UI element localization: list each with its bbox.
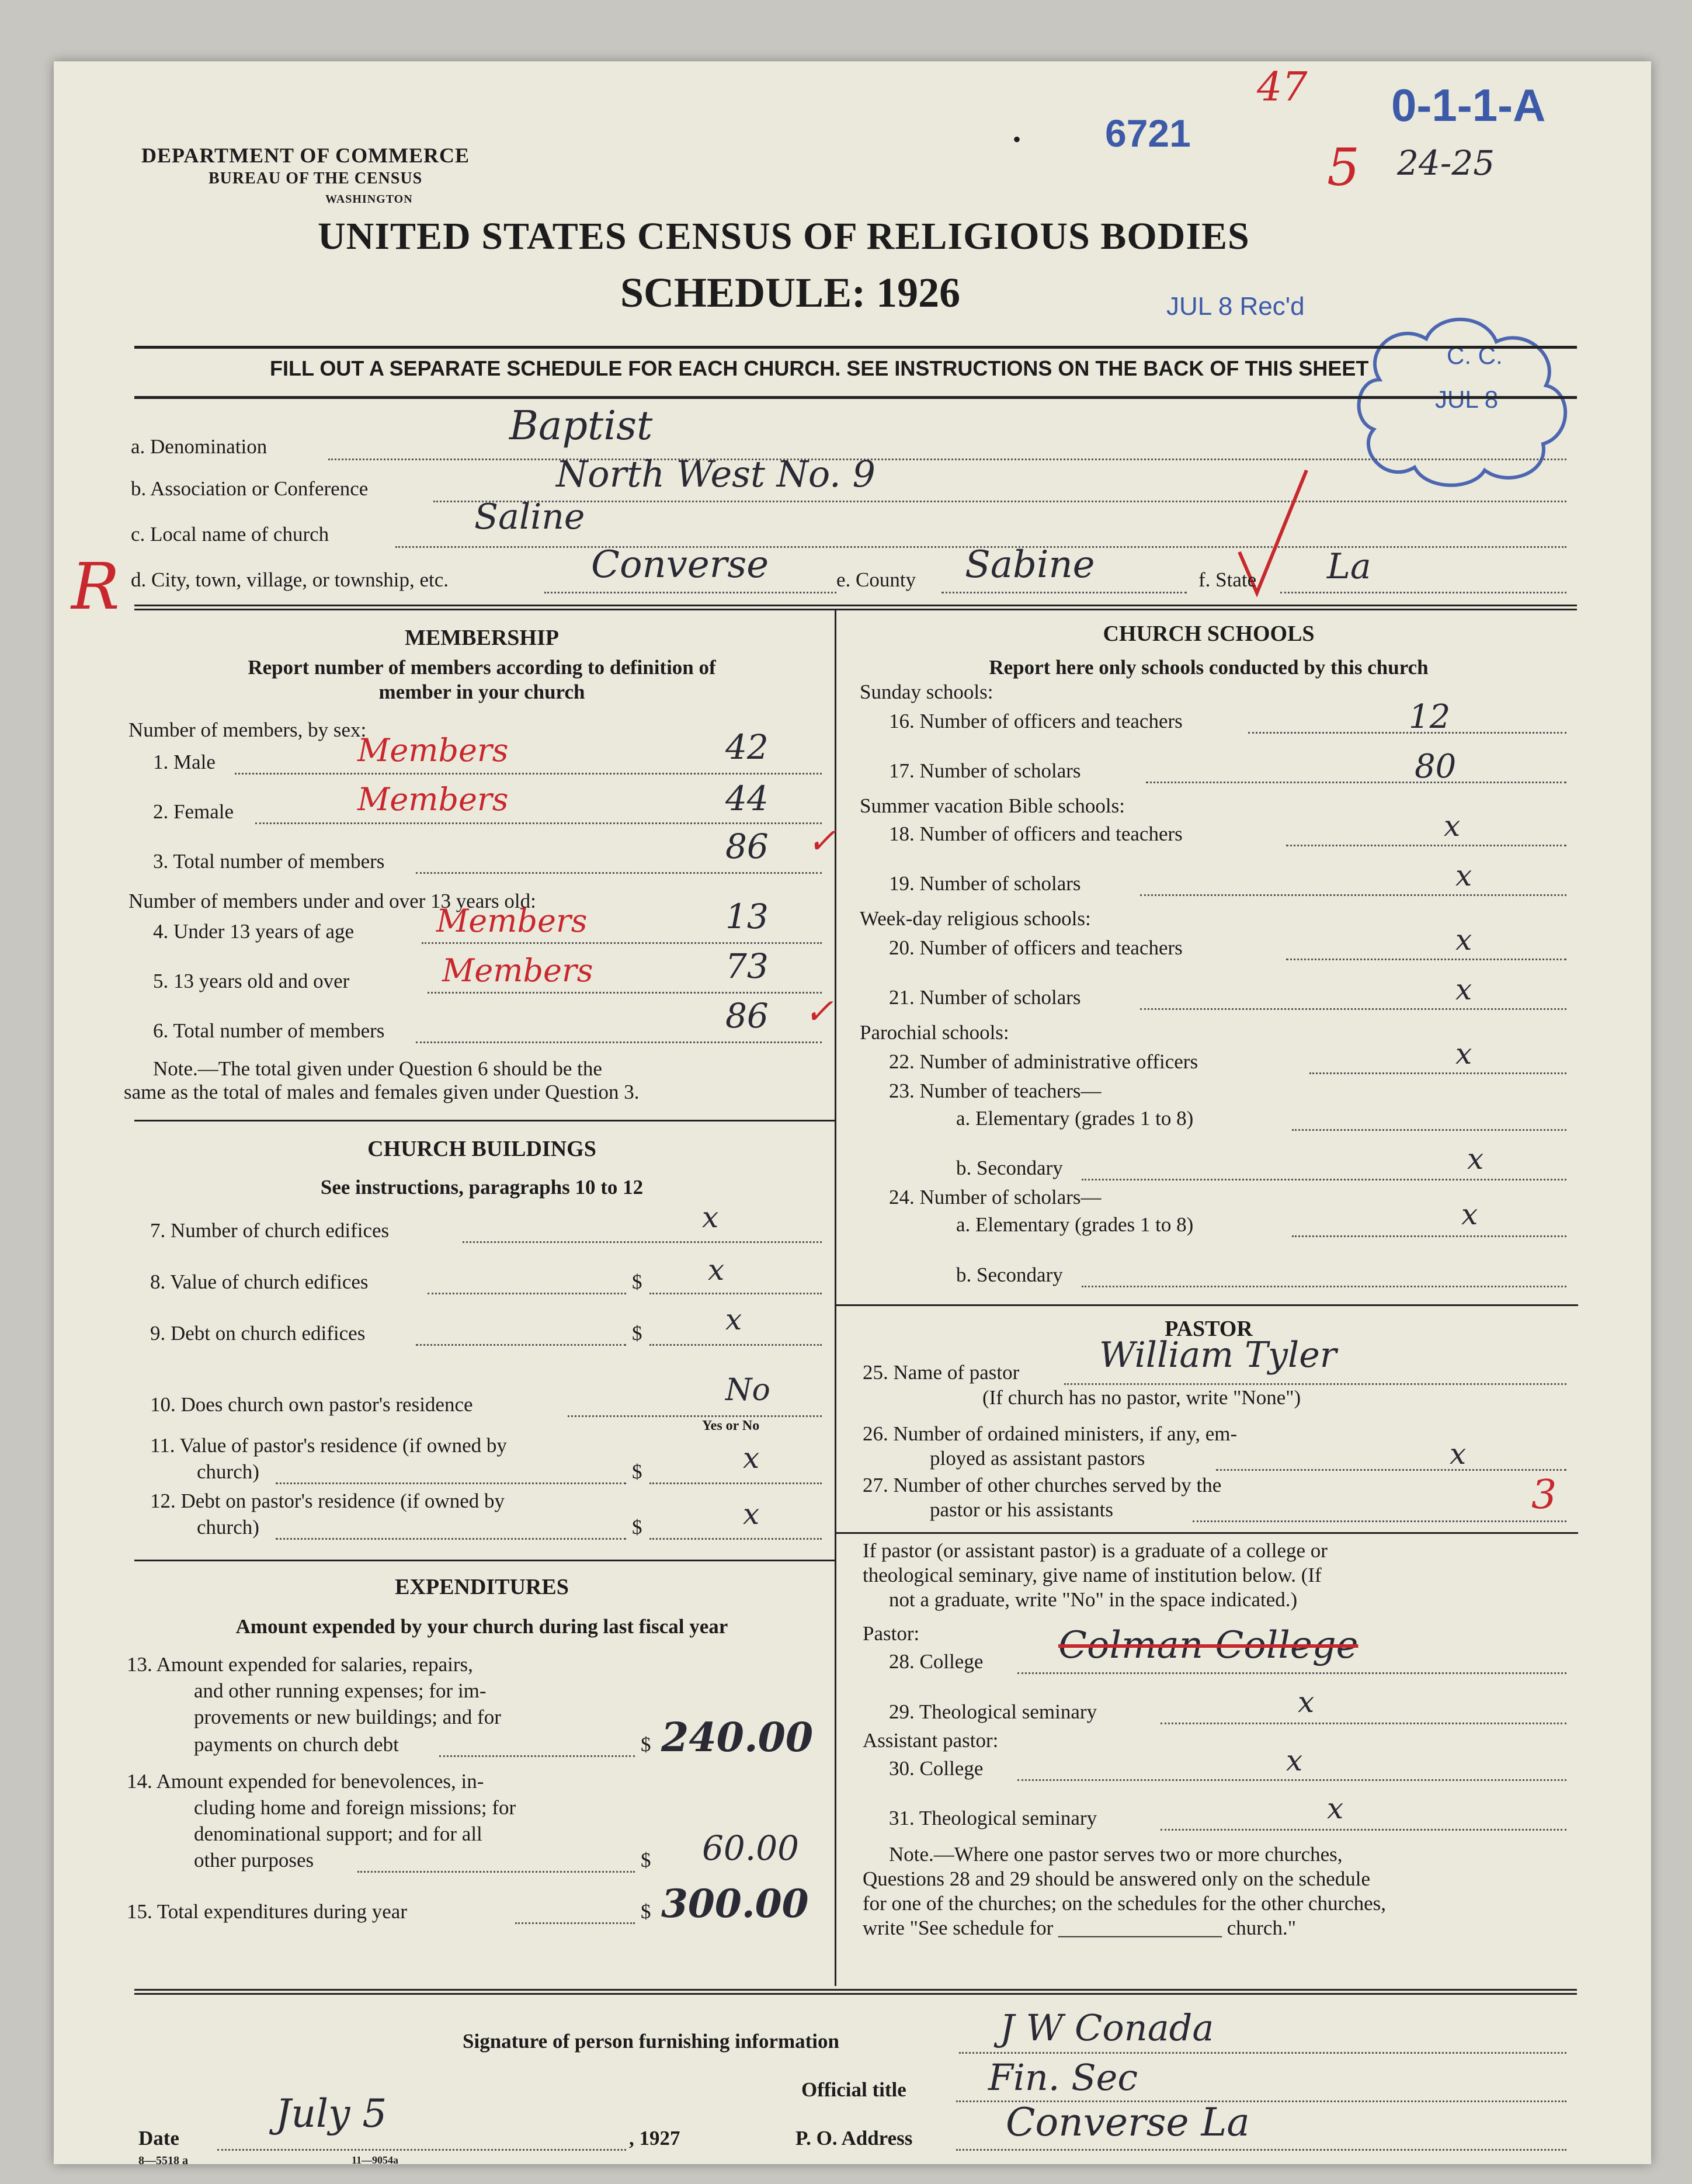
q26-label-2: ployed as assistant pastors xyxy=(930,1447,1145,1470)
membership-intro-1: Report number of members according to definition of xyxy=(248,656,716,679)
state-label: f. State xyxy=(1198,568,1257,591)
q4-value: 13 xyxy=(725,897,769,936)
county-label: e. County xyxy=(836,568,916,591)
membership-intro-2: member in your church xyxy=(378,680,585,703)
form-title: UNITED STATES CENSUS OF RELIGIOUS BODIES xyxy=(318,215,1250,258)
members-by-age-heading: Number of members under and over 13 years old: xyxy=(128,890,536,912)
q1-label: 1. Male xyxy=(153,751,216,773)
q12-label-2: church) xyxy=(197,1516,259,1539)
q15-dollar: $ xyxy=(641,1900,651,1923)
official-title-value: Fin. Sec xyxy=(988,2056,1138,2099)
pastor-title: PASTOR xyxy=(1165,1317,1253,1341)
graduate-note-3: not a graduate, write "No" in the space indicated.) xyxy=(889,1588,1298,1611)
q3-label: 3. Total number of members xyxy=(153,850,385,873)
q17-label: 17. Number of scholars xyxy=(889,759,1081,782)
expenditures-title: EXPENDITURES xyxy=(395,1575,569,1599)
denomination-label: a. Denomination xyxy=(131,435,267,458)
q26-value: x xyxy=(1450,1437,1467,1471)
q31-label: 31. Theological seminary xyxy=(889,1807,1097,1829)
q14-label-3: denominational support; and for all xyxy=(194,1822,482,1845)
q22-value: x xyxy=(1455,1037,1472,1071)
stamp-code: 0-1-1-A xyxy=(1391,79,1546,131)
membership-note-2: same as the total of males and females given under Question 3. xyxy=(124,1081,640,1103)
q10-label: 10. Does church own pastor's residence xyxy=(150,1393,473,1416)
q25-value: William Tyler xyxy=(1099,1335,1337,1376)
local-name-value: Saline xyxy=(474,496,585,537)
q23-label: 23. Number of teachers— xyxy=(889,1079,1102,1102)
date-value: July 5 xyxy=(276,2091,387,2136)
handwritten-5: 5 xyxy=(1327,137,1360,197)
q18-label: 18. Number of officers and teachers xyxy=(889,822,1183,845)
q23a-label: a. Elementary (grades 1 to 8) xyxy=(956,1107,1194,1130)
q11-label-2: church) xyxy=(197,1460,259,1483)
q13-label-3: provements or new buildings; and for xyxy=(194,1706,501,1728)
pastor-note-2: Questions 28 and 29 should be answered only on the schedule xyxy=(863,1867,1371,1890)
membership-note-1: Note.—The total given under Question 6 should be the xyxy=(153,1057,602,1080)
q4-label: 4. Under 13 years of age xyxy=(153,920,355,943)
city-value: Converse xyxy=(591,543,769,586)
q19-label: 19. Number of scholars xyxy=(889,872,1081,895)
handwritten-range: 24-25 xyxy=(1397,143,1495,183)
q20-label: 20. Number of officers and teachers xyxy=(889,936,1183,959)
received-stamp: JUL 8 Rec'd xyxy=(1166,292,1305,321)
members-by-sex-heading: Number of members, by sex: xyxy=(128,718,367,741)
q12-value: x xyxy=(743,1497,760,1531)
denomination-value: Baptist xyxy=(509,403,653,449)
signature-label: Signature of person furnishing information xyxy=(463,2030,839,2053)
buildings-intro: See instructions, paragraphs 10 to 12 xyxy=(320,1176,644,1199)
q31-value: x xyxy=(1327,1791,1344,1825)
weekday-schools-heading: Week-day religious schools: xyxy=(860,907,1091,930)
association-label: b. Association or Conference xyxy=(131,477,369,500)
q15-label: 15. Total expenditures during year xyxy=(127,1900,407,1923)
q20-value: x xyxy=(1455,923,1472,957)
association-value: North West No. 9 xyxy=(556,453,875,495)
q1-value: 42 xyxy=(725,727,769,767)
pastor-subheading: Pastor: xyxy=(863,1622,920,1645)
q11-dollar: $ xyxy=(632,1460,642,1483)
rule-after-general xyxy=(134,605,1577,606)
state-value: La xyxy=(1327,546,1371,587)
schedule-title: SCHEDULE: 1926 xyxy=(620,269,961,316)
schools-intro: Report here only schools conducted by this church xyxy=(989,656,1429,679)
q5-note: Members xyxy=(442,952,593,989)
q22-label: 22. Number of administrative officers xyxy=(889,1050,1198,1073)
q4-note: Members xyxy=(436,902,588,939)
handwritten-47: 47 xyxy=(1257,64,1308,110)
q27-label-1: 27. Number of other churches served by the xyxy=(863,1474,1222,1496)
q12-dollar: $ xyxy=(632,1516,642,1539)
stamp-number: 6721 xyxy=(1105,112,1191,155)
form-number-2: 11—9054a xyxy=(352,2154,399,2166)
q23b-value: x xyxy=(1467,1142,1484,1176)
q21-label: 21. Number of scholars xyxy=(889,986,1081,1009)
q13-label-1: 13. Amount expended for salaries, repairs, xyxy=(127,1653,473,1676)
q8-label: 8. Value of church edifices xyxy=(150,1270,369,1293)
q28-label: 28. College xyxy=(889,1650,984,1673)
pastor-note-4: write "See schedule for ________________ church." xyxy=(863,1916,1297,1939)
q11-value: x xyxy=(743,1441,760,1475)
date-year: , 1927 xyxy=(629,2127,680,2150)
q29-label: 29. Theological seminary xyxy=(889,1700,1097,1723)
summer-schools-heading: Summer vacation Bible schools: xyxy=(860,794,1125,817)
q16-value: 12 xyxy=(1409,698,1451,736)
q21-value: x xyxy=(1455,973,1472,1006)
q8-dollar: $ xyxy=(632,1270,642,1293)
membership-title: MEMBERSHIP xyxy=(405,626,559,650)
q14-value: 60.00 xyxy=(702,1828,800,1868)
q2-note: Members xyxy=(357,781,509,818)
po-address-value: Converse La xyxy=(1006,2100,1250,2145)
q3-value: 86 xyxy=(725,827,769,866)
q10-value: No xyxy=(725,1373,770,1408)
q5-label: 5. 13 years old and over xyxy=(153,970,350,992)
q9-label: 9. Debt on church edifices xyxy=(150,1322,366,1345)
q24b-label: b. Secondary xyxy=(956,1263,1063,1286)
q14-dollar: $ xyxy=(641,1849,651,1871)
cc-stamp xyxy=(1339,310,1584,491)
q1-note: Members xyxy=(357,732,509,769)
dot-mark: • xyxy=(1013,126,1022,152)
expenditures-intro: Amount expended by your church during last fiscal year xyxy=(235,1615,728,1638)
q13-value: 240.00 xyxy=(661,1714,814,1761)
q14-label-1: 14. Amount expended for benevolences, in- xyxy=(127,1770,484,1793)
q13-label-2: and other running expenses; for im- xyxy=(194,1679,487,1702)
q25-label: 25. Name of pastor xyxy=(863,1361,1020,1384)
pastor-note-3: for one of the churches; on the schedules for the other churches, xyxy=(863,1892,1387,1915)
q9-value: x xyxy=(725,1303,742,1336)
q18-value: x xyxy=(1444,809,1461,843)
rule-top xyxy=(134,346,1577,349)
margin-r-mark: R xyxy=(71,549,120,624)
schools-title: CHURCH SCHOOLS xyxy=(1103,621,1315,646)
q24-label: 24. Number of scholars— xyxy=(889,1186,1102,1209)
date-label: Date xyxy=(138,2127,179,2150)
q17-value: 80 xyxy=(1415,748,1457,786)
signature-value: J W Conada xyxy=(1000,2006,1214,2049)
q30-label: 30. College xyxy=(889,1757,984,1780)
graduate-note-1: If pastor (or assistant pastor) is a graduate of a college or xyxy=(863,1539,1328,1562)
q9-dollar: $ xyxy=(632,1322,642,1345)
q27-value: 3 xyxy=(1531,1472,1557,1518)
q30-value: x xyxy=(1286,1744,1303,1777)
q16-label: 16. Number of officers and teachers xyxy=(889,710,1183,732)
q7-value: x xyxy=(702,1200,719,1234)
q6-check: ✓ xyxy=(804,991,834,1032)
q14-label-2: cluding home and foreign missions; for xyxy=(194,1796,516,1819)
pastor-note-1: Note.—Where one pastor serves two or more churches, xyxy=(889,1843,1343,1866)
q26-label-1: 26. Number of ordained ministers, if any, em- xyxy=(863,1422,1238,1445)
buildings-title: CHURCH BUILDINGS xyxy=(367,1137,596,1161)
q8-value: x xyxy=(708,1253,725,1287)
q25-hint: (If church has no pastor, write "None") xyxy=(982,1386,1301,1409)
q19-value: x xyxy=(1455,859,1472,893)
q14-label-4: other purposes xyxy=(194,1849,314,1871)
q7-label: 7. Number of church edifices xyxy=(150,1219,390,1242)
rule-under-bar xyxy=(134,396,1577,399)
bureau-name: BUREAU OF THE CENSUS xyxy=(209,169,423,188)
parochial-schools-heading: Parochial schools: xyxy=(860,1021,1009,1044)
form-number: 8—5518 a xyxy=(138,2154,188,2167)
cc-stamp-date: JUL 8 xyxy=(1435,386,1499,413)
local-name-label: c. Local name of church xyxy=(131,523,329,546)
q5-value: 73 xyxy=(725,946,769,986)
q13-label-4: payments on church debt xyxy=(194,1733,399,1756)
q24a-value: x xyxy=(1461,1197,1478,1231)
q13-dollar: $ xyxy=(641,1733,651,1756)
q29-value: x xyxy=(1298,1685,1315,1719)
graduate-note-2: theological seminary, give name of institution below. (If xyxy=(863,1564,1322,1586)
instruction-bar: FILL OUT A SEPARATE SCHEDULE FOR EACH CHURCH. SEE INSTRUCTIONS ON THE BACK OF THIS SHEET xyxy=(270,356,1369,380)
q24a-label: a. Elementary (grades 1 to 8) xyxy=(956,1213,1194,1236)
q12-label-1: 12. Debt on pastor's residence (if owned by xyxy=(150,1489,505,1512)
q11-label-1: 11. Value of pastor's residence (if owned by xyxy=(150,1434,507,1457)
sunday-schools-heading: Sunday schools: xyxy=(860,680,993,703)
q3-check: ✓ xyxy=(807,821,837,862)
q23b-label: b. Secondary xyxy=(956,1157,1063,1179)
county-value: Sabine xyxy=(965,543,1095,586)
q2-value: 44 xyxy=(725,779,769,818)
city-name: WASHINGTON xyxy=(325,193,413,206)
census-form-sheet xyxy=(54,61,1651,2167)
q15-value: 300.00 xyxy=(661,1881,809,1926)
q27-label-2: pastor or his assistants xyxy=(930,1498,1114,1521)
q6-value: 86 xyxy=(725,996,769,1036)
q2-label: 2. Female xyxy=(153,800,234,823)
official-title-label: Official title xyxy=(801,2078,906,2101)
q10-hint: Yes or No xyxy=(702,1418,760,1433)
q28-value: Colman College xyxy=(1058,1624,1359,1667)
cc-stamp-label: C. C. xyxy=(1447,342,1503,369)
city-label: d. City, town, village, or township, etc. xyxy=(131,568,449,591)
po-address-label: P. O. Address xyxy=(795,2127,913,2150)
rule-before-footer xyxy=(134,1989,1577,1991)
q6-label: 6. Total number of members xyxy=(153,1019,385,1042)
column-divider xyxy=(835,610,836,1986)
department-name: DEPARTMENT OF COMMERCE xyxy=(141,144,470,167)
assistant-pastor-subheading: Assistant pastor: xyxy=(863,1729,999,1752)
